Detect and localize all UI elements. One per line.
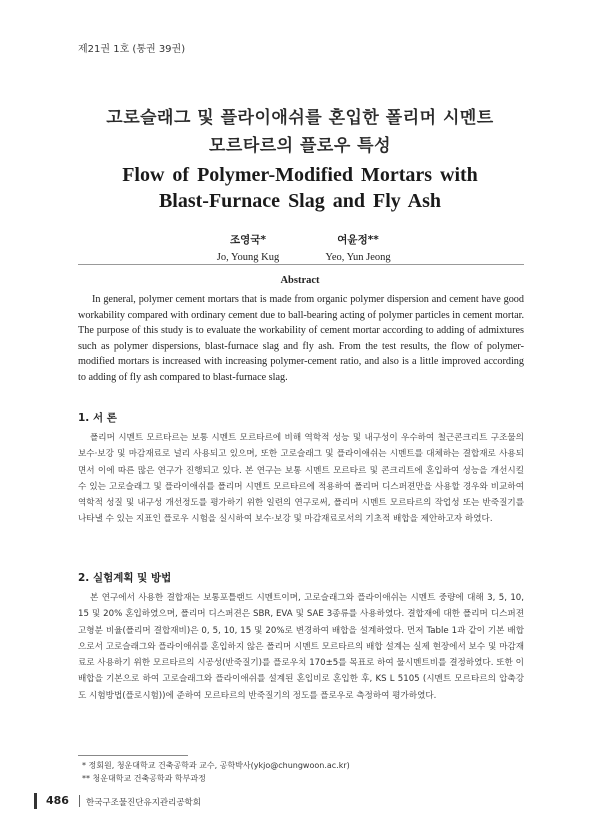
author-2 — [278, 232, 438, 263]
section-1-heading: 1. 서 론 — [78, 412, 117, 424]
footnote-divider — [78, 755, 188, 756]
footnote-1: * 정회원, 청운대학교 건축공학과 교수, 공학박사(ykjo@chungwoon.ac.kr) — [82, 761, 350, 770]
volume-header: 제21권 1호 (통권 39권) — [78, 44, 186, 55]
page-number: 486 — [46, 794, 69, 807]
footer-accent-bar — [34, 793, 37, 809]
english-title-line-1: Flow of Polymer-Modified Mortars with — [122, 164, 478, 186]
section-2-text: 본 연구에서 사용한 결합재는 보통포틀랜드 시멘트이며, 고로슬래그와 플라이애쉬는 시멘트 중량에 대해 3, 5, 10, 15 및 20% 혼입하였으며, 폴리머 디스퍼젼은 SBR, EVA 및 SAE 3종류를 사용하였다. 결합재에 대한 폴리머 디스퍼젼 고형분 비율(폴리머 결합재비)은 0, 5, 10, 15 및 20%로 변경하여 배합을 설계하였다. 먼저 Table 1과 같이 기본 배합으로서 고로슬래그와 플라이애쉬를 혼입하지 않은 폴리머 시멘트 모르타르의 배합 설계는 실제 현장에서 보수 및 마감재료로 사용하기 위한 모르타르의 시공성(반죽질기)를 플로우치 170±5를 목표로 하여 물시멘트비를 결정하였다. 또한 이 배합을 기본으로 하여 고로슬래그와 플라이애쉬를 설계된 혼입비로 혼입한 후, KS L 5105 (시멘트 모르타르의 압축강도 시험방법(플로시험))에 준하여 모르타르의 반죽질기의 정도를 플로우로 측정하여 평가하였다. — [78, 593, 524, 701]
korean-title-line-1: 고로슬래그 및 플라이애쉬를 혼입한 폴리머 시멘트 — [106, 108, 494, 128]
author-1-korean-name: 조영국* — [230, 234, 266, 246]
abstract-divider — [78, 264, 524, 265]
footnote-2: ** 청운대학교 건축공학과 학부과정 — [82, 774, 206, 783]
author-2-english-name: Yeo, Yun Jeong — [325, 252, 391, 263]
abstract-heading: Abstract — [280, 275, 320, 286]
english-title-line-2: Blast-Furnace Slag and Fly Ash — [158, 190, 442, 212]
korean-title-line-2: 모르타르의 플로우 특성 — [208, 136, 392, 156]
society-name: 한국구조물진단유지관리공학회 — [86, 798, 201, 808]
author-2-korean-name: 여윤정** — [337, 234, 379, 246]
footer-separator — [79, 795, 80, 807]
abstract-text: In general, polymer cement mortars that is made from organic polymer dispersion and cement have good workability compared with ordinary cement due to ball-bearing acting of polymer particles in cement mortar. The purpose of this study is to evaluate the workability of cement mortar according to adding of admixtures such as polymer dispersions, blast-furnace slag and fly ash. From the test results, the flow of polymer-modified mortars is increased with increasing polymer-cement ratio, and also is a little improved according to adding of fly ash compared to blast-furnace slag. — [78, 294, 524, 383]
section-1-text: 폴리머 시멘트 모르타르는 보통 시멘트 모르타르에 비해 역학적 성능 및 내구성이 우수하여 철근콘크리트 구조물의 보수·보강 및 마감재료로 널리 사용되고 있으며, 또한 고로슬래그 및 플라이애쉬는 시멘트를 대체하는 결합재로 사용되면서 이에 따른 많은 연구가 진행되고 있다. 본 연구는 보통 시멘트 모르타르 및 콘크리트에 혼입하여 성능을 개선시킬 수 있는 고로슬래그 및 플라이애쉬를 폴리머 시멘트 모르타르에 적용하여 폴리머 디스퍼젼만을 사용할 경우와 비교하여 역학적 성질 및 내구성 개선정도를 평가하기 위한 일련의 연구로써, 폴리머 시멘트 모르타르의 작업성 또는 반죽질기를 나타낼 수 있는 지표인 플로우 시험을 실시하여 보수·보강 및 마감재료로서의 기초적 배합을 제안하고자 하였다. — [78, 433, 524, 525]
section-2-heading: 2. 실험계획 및 방법 — [78, 572, 172, 584]
author-1-english-name: Jo, Young Kug — [216, 252, 280, 263]
